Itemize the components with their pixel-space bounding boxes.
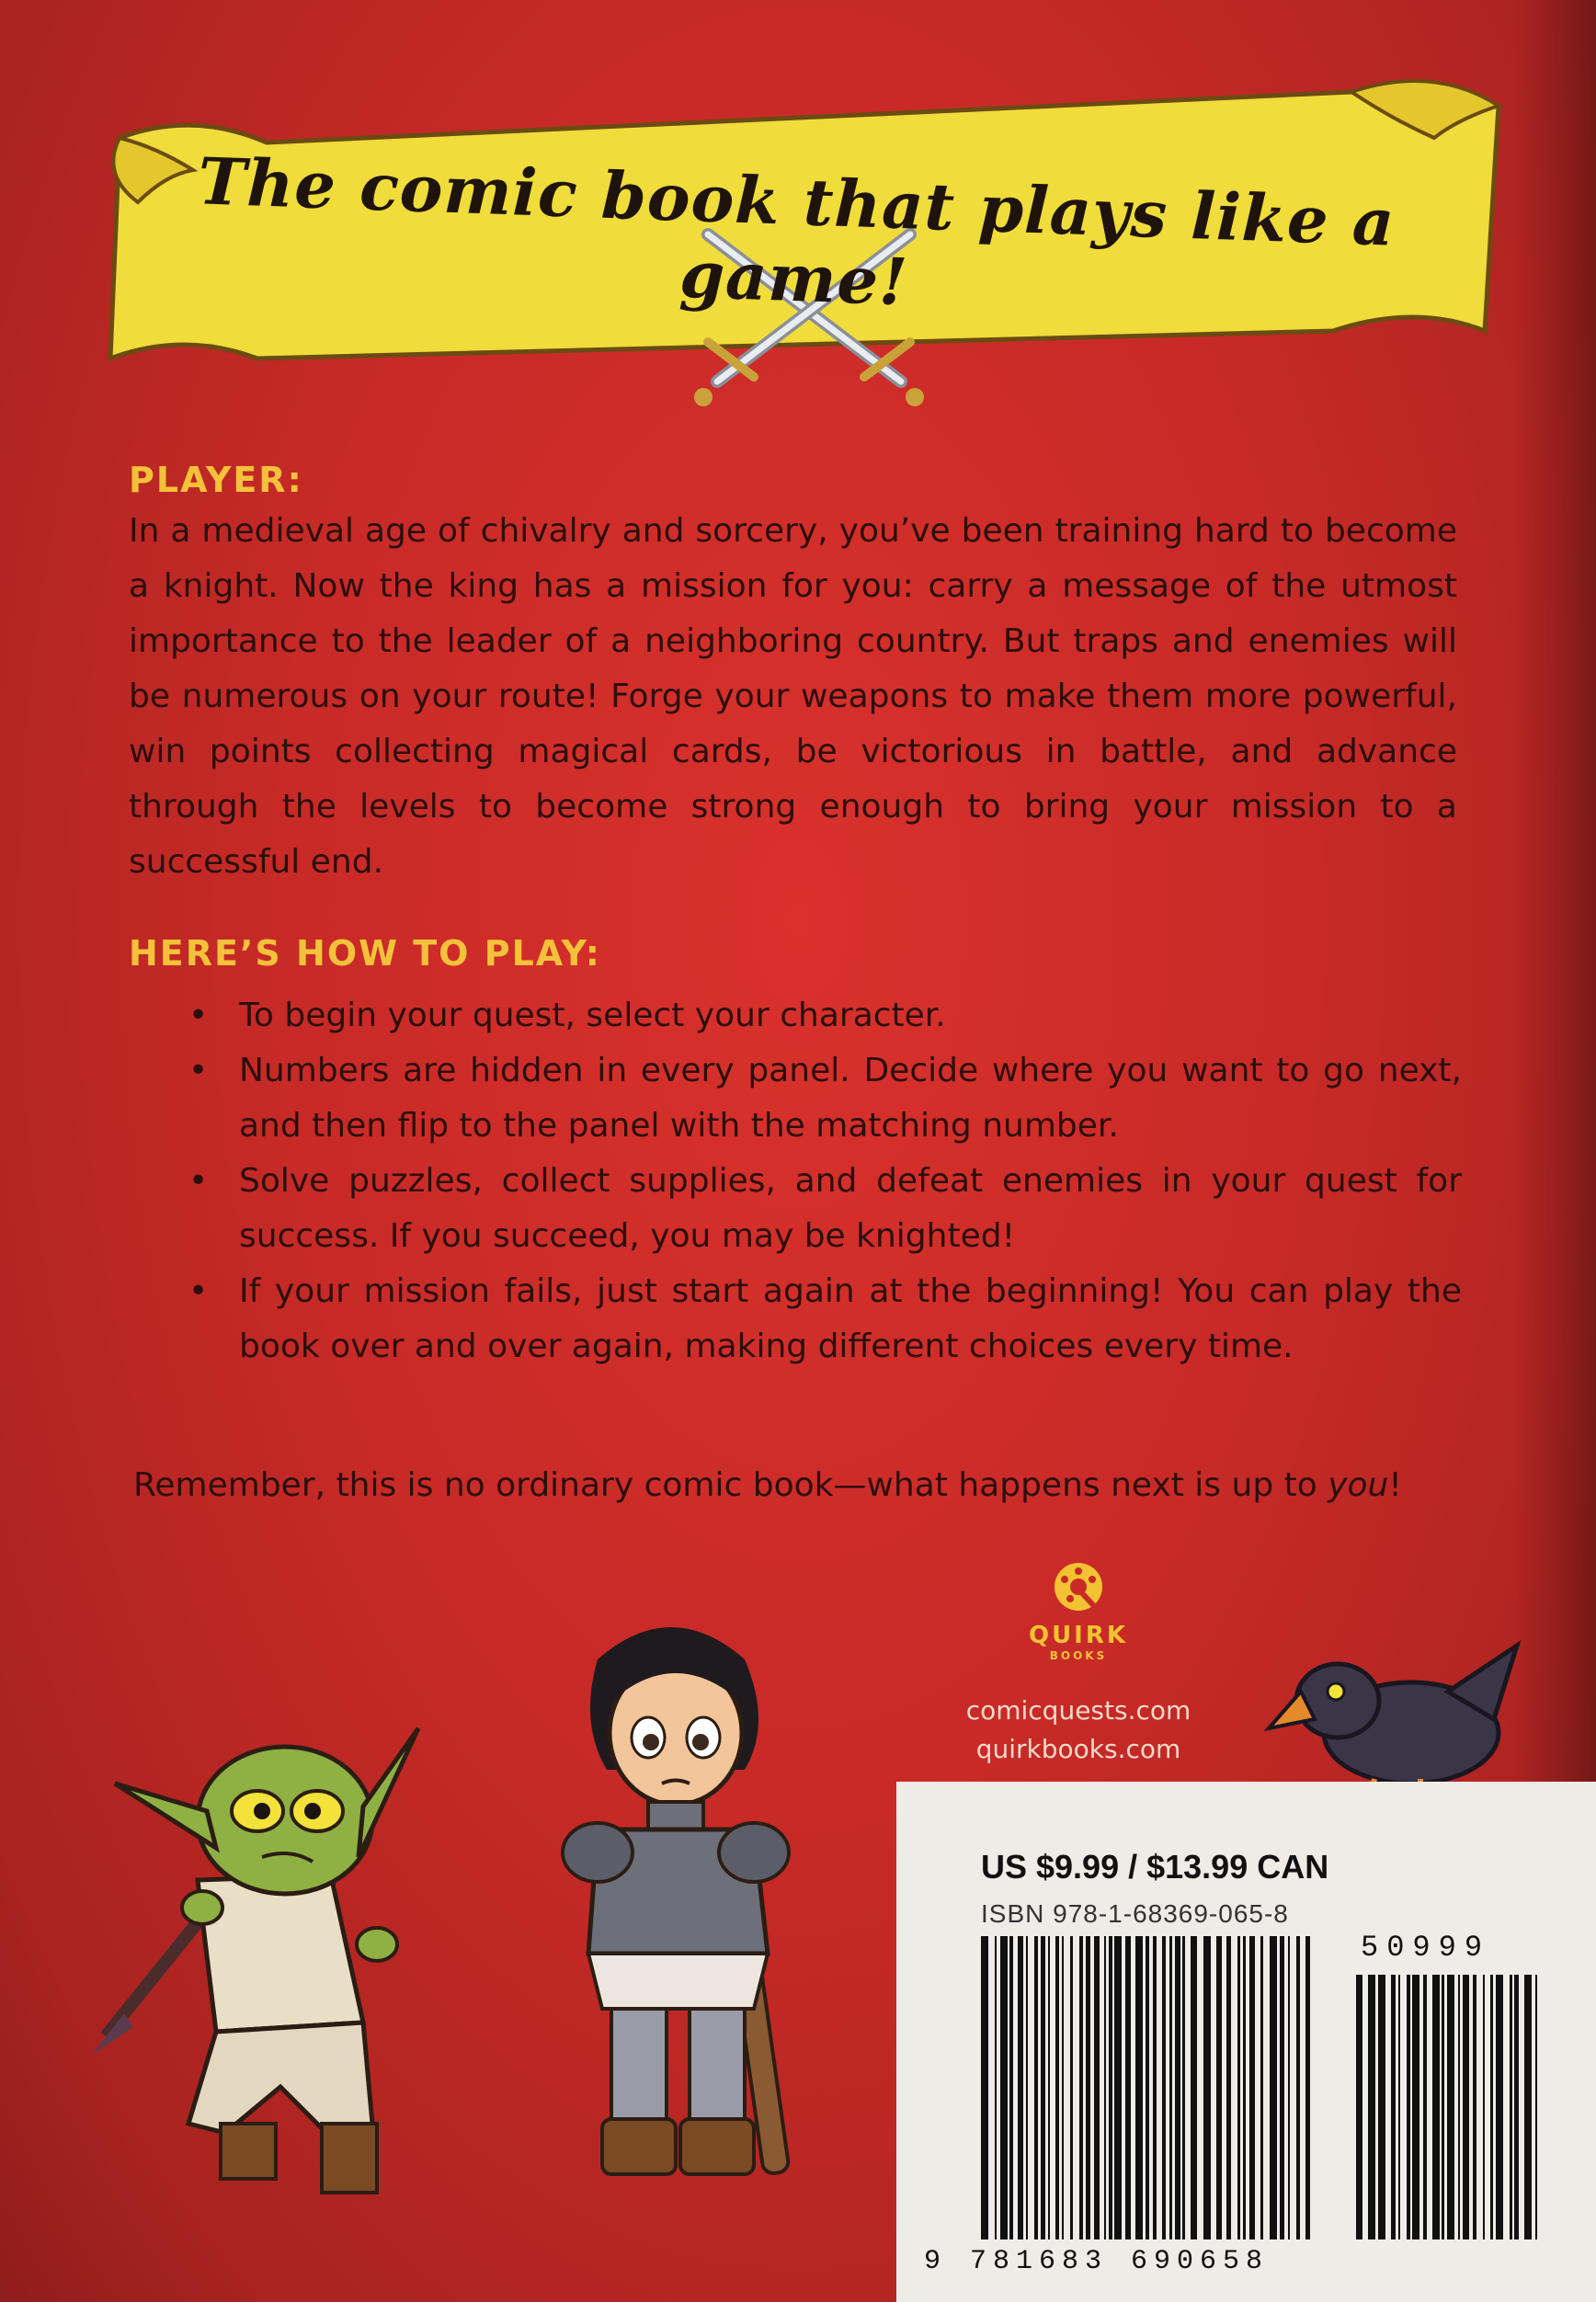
barcode-bar: [1237, 1936, 1240, 2239]
barcode-bar: [1260, 1936, 1263, 2239]
barcode-bar: [1490, 1975, 1493, 2239]
barcode-bar: [1146, 1936, 1149, 2239]
barcode-bar: [1391, 1975, 1396, 2239]
barcode-bar: [1496, 1975, 1503, 2239]
bullet-icon: •: [188, 1272, 209, 1310]
barcode-bar: [1182, 1936, 1185, 2239]
barcode-bar: [1062, 1936, 1064, 2239]
barcode-bar: [1114, 1936, 1122, 2239]
crow-illustration: [1264, 1636, 1522, 1802]
barcode-bar: [1270, 1936, 1277, 2239]
list-item: • Solve puzzles, collect supplies, and defeat enemies in your quest for success. If you succeed, you may be knighted!: [129, 1154, 1462, 1264]
barcode-bar: [1034, 1936, 1038, 2239]
barcode-bar: [1473, 1975, 1476, 2239]
barcode-bar: [1423, 1975, 1427, 2239]
howto-heading: HERE’S HOW TO PLAY:: [129, 933, 601, 974]
barcode-bar: [1412, 1975, 1419, 2239]
player-heading: PLAYER:: [129, 460, 303, 500]
barcode-bar: [1483, 1975, 1485, 2239]
barcode-bar: [1407, 1975, 1410, 2239]
barcode-bar: [1079, 1936, 1083, 2239]
closing-remark: Remember, this is no ordinary comic book—what happens next is up to you!: [133, 1466, 1402, 1504]
bullet-icon: •: [188, 1162, 209, 1200]
barcode-bar: [1153, 1936, 1157, 2239]
barcode-bar: [1086, 1936, 1090, 2239]
barcode-bar: [1249, 1936, 1255, 2239]
barcode-bar: [1070, 1936, 1073, 2239]
list-item: • To begin your quest, select your character.: [129, 988, 1462, 1043]
barcode-bar: [1055, 1936, 1059, 2239]
barcode-bar: [1447, 1975, 1454, 2239]
barcode-bar: [1296, 1936, 1300, 2239]
barcode-bar: [1463, 1975, 1469, 2239]
barcode-bar: [1018, 1936, 1023, 2239]
barcode-bar: [995, 1936, 997, 2239]
barcode-bar: [1288, 1936, 1290, 2239]
barcode-bar: [1125, 1936, 1131, 2239]
barcode-bar: [1458, 1975, 1460, 2239]
barcode-bar: [1510, 1975, 1512, 2239]
bullet-icon: •: [188, 997, 209, 1034]
isbn-label: ISBN 978-1-68369-065-8: [981, 1899, 1289, 1928]
barcode-bar: [1094, 1936, 1100, 2239]
barcode-bar: [1000, 1936, 1008, 2239]
isbn-barcode: [981, 1936, 1312, 2239]
quirk-logo-icon: [1053, 1561, 1104, 1613]
banner-tagline: The comic book that plays like a game!: [197, 142, 1396, 321]
barcode-bar: [1398, 1975, 1400, 2239]
barcode-bar: [1135, 1936, 1143, 2239]
publisher-urls: [936, 1692, 1221, 1769]
barcode-bar: [1368, 1975, 1375, 2239]
url-comicquests[interactable]: comicquests.com: [965, 1695, 1191, 1726]
barcode-bar: [981, 1936, 988, 2239]
publisher-logo: [1000, 1561, 1157, 1662]
barcode-bar: [1048, 1936, 1050, 2239]
barcode-bar: [1175, 1936, 1180, 2239]
barcode-bar: [1514, 1975, 1519, 2239]
barcode-bar: [1026, 1936, 1028, 2239]
bullet-icon: •: [188, 1052, 209, 1089]
barcode-bar: [1104, 1936, 1106, 2239]
list-item: • If your mission fails, just start again at the beginning! You can play the book over and over again, making different choices every time.: [129, 1264, 1462, 1374]
barcode-bar: [1162, 1936, 1166, 2239]
price-label: US $9.99 / $13.99 CAN: [981, 1848, 1329, 1886]
barcode-bar: [1203, 1936, 1211, 2239]
emphasis-you: you: [1328, 1466, 1389, 1504]
barcode-bar: [1009, 1936, 1013, 2239]
url-quirkbooks[interactable]: quirkbooks.com: [975, 1734, 1181, 1764]
barcode-bar: [1378, 1975, 1385, 2239]
addon-barcode: [1356, 1975, 1540, 2239]
barcode-bar: [1280, 1936, 1284, 2239]
barcode-digits: 9 781683 690658: [924, 2246, 1270, 2277]
publisher-sub: BOOKS: [1049, 1649, 1108, 1662]
barcode-bar: [1109, 1936, 1112, 2239]
barcode-bar: [1169, 1936, 1172, 2239]
barcode-bar: [1243, 1936, 1246, 2239]
barcode-bar: [1226, 1936, 1231, 2239]
barcode-bar: [1432, 1975, 1440, 2239]
barcode-bar: [1041, 1936, 1045, 2239]
barcode-bar: [1305, 1936, 1310, 2239]
barcode-bar: [1442, 1975, 1444, 2239]
howto-list: [129, 988, 1462, 1374]
barcode-addon-digits: 50999: [1361, 1931, 1491, 1965]
list-item: • Numbers are hidden in every panel. Decide where you want to go next, and then flip to the panel with the matching number.: [129, 1043, 1462, 1154]
player-description: In a medieval age of chivalry and sorcery, you’ve been training hard to become a knight. Now the king has a mission for you: carry a message of the utmost importance to the leader of a neighboring country. But traps and enemies will be numerous on your route! Forge your weapons to make them more powerful, win points collecting magical cards, be victorious in battle, and advance through the levels to become strong enough to bring your mission to a successful end.: [129, 512, 1457, 881]
publisher-name: QUIRK: [1028, 1622, 1129, 1649]
barcode-bar: [1191, 1936, 1197, 2239]
goblin-illustration: [87, 1719, 519, 2234]
barcode-bar: [1524, 1975, 1532, 2239]
barcode-bar: [1535, 1975, 1537, 2239]
price-sticker: [896, 1782, 1596, 2302]
barcode-bar: [1356, 1975, 1362, 2239]
knight-girl-illustration: [533, 1604, 855, 2193]
barcode-bar: [1216, 1936, 1222, 2239]
